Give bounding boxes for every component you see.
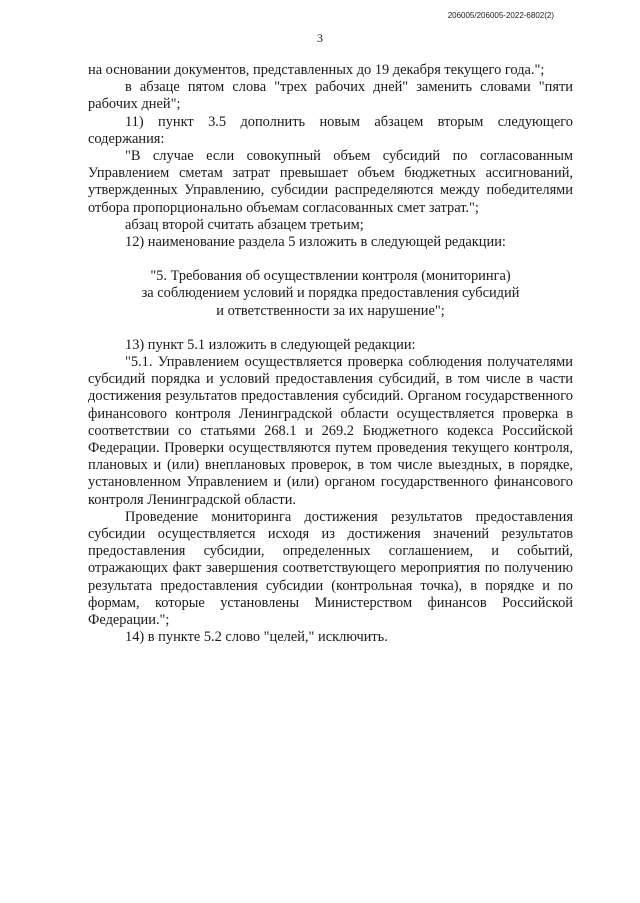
section-heading: [88, 268, 573, 320]
paragraph-7: 13) пункт 5.1 изложить в следующей редакции:: [125, 336, 416, 353]
heading-line-3: и ответственности за их нарушение";: [216, 302, 445, 319]
paragraph-10: 14) в пункте 5.2 слово "целей," исключить.: [125, 629, 388, 646]
document-id: 206005/206005-2022-6802(2): [447, 11, 554, 20]
paragraph-9: Проведение мониторинга достижения результатов предоставления субсидии осуществляется исходя из достижения значений результатов предоставления субсидии, определенных соглашением, и событий, отражающих факт завершения соответствующего мероприятия по получению результата предоставления субсидии (контрольная точка), в порядке и по формам, которые установлены Министерством финансов Российской Федерации.";: [88, 508, 573, 629]
document-body: [88, 62, 573, 647]
paragraph-2: в абзаце пятом слова "трех рабочих дней" заменить словами "пяти рабочих дней";: [88, 79, 573, 113]
heading-line-2: за соблюдением условий и порядка предоставления субсидий: [141, 285, 520, 302]
paragraph-5: абзац второй считать абзацем третьим;: [125, 216, 364, 233]
heading-line-1: "5. Требования об осуществлении контроля (мониторинга): [150, 268, 511, 285]
paragraph-3: 11) пункт 3.5 дополнить новым абзацем вторым следующего содержания:: [88, 113, 573, 147]
paragraph-1: на основании документов, представленных до 19 декабря текущего года.";: [88, 62, 545, 78]
paragraph-8: "5.1. Управлением осуществляется проверка соблюдения получателями субсидий порядка и условий предоставления субсидий, в том числе в части достижения результатов предоставления субсидий. Органом государственного финансового контроля Ленинградской области осуществляется проверка в соответствии со статьями 268.1 и 269.2 Бюджетного кодекса Российской Федерации. Проверки осуществляются путем проведения текущего контроля, плановых и (или) внеплановых проверок, в том числе выездных, в порядке, установленном Управлением и (или) органом государственного финансового контроля Ленинградской области.: [88, 354, 573, 508]
paragraph-4: "В случае если совокупный объем субсидий по согласованным Управлением сметам затрат превышает объем бюджетных ассигнований, утвержденных Управлению, субсидии распределяются между победителями отбора пропорционально объемам согласованных смет затрат.";: [88, 148, 573, 216]
page-number: 3: [317, 31, 323, 45]
paragraph-6: 12) наименование раздела 5 изложить в следующей редакции:: [125, 234, 506, 251]
